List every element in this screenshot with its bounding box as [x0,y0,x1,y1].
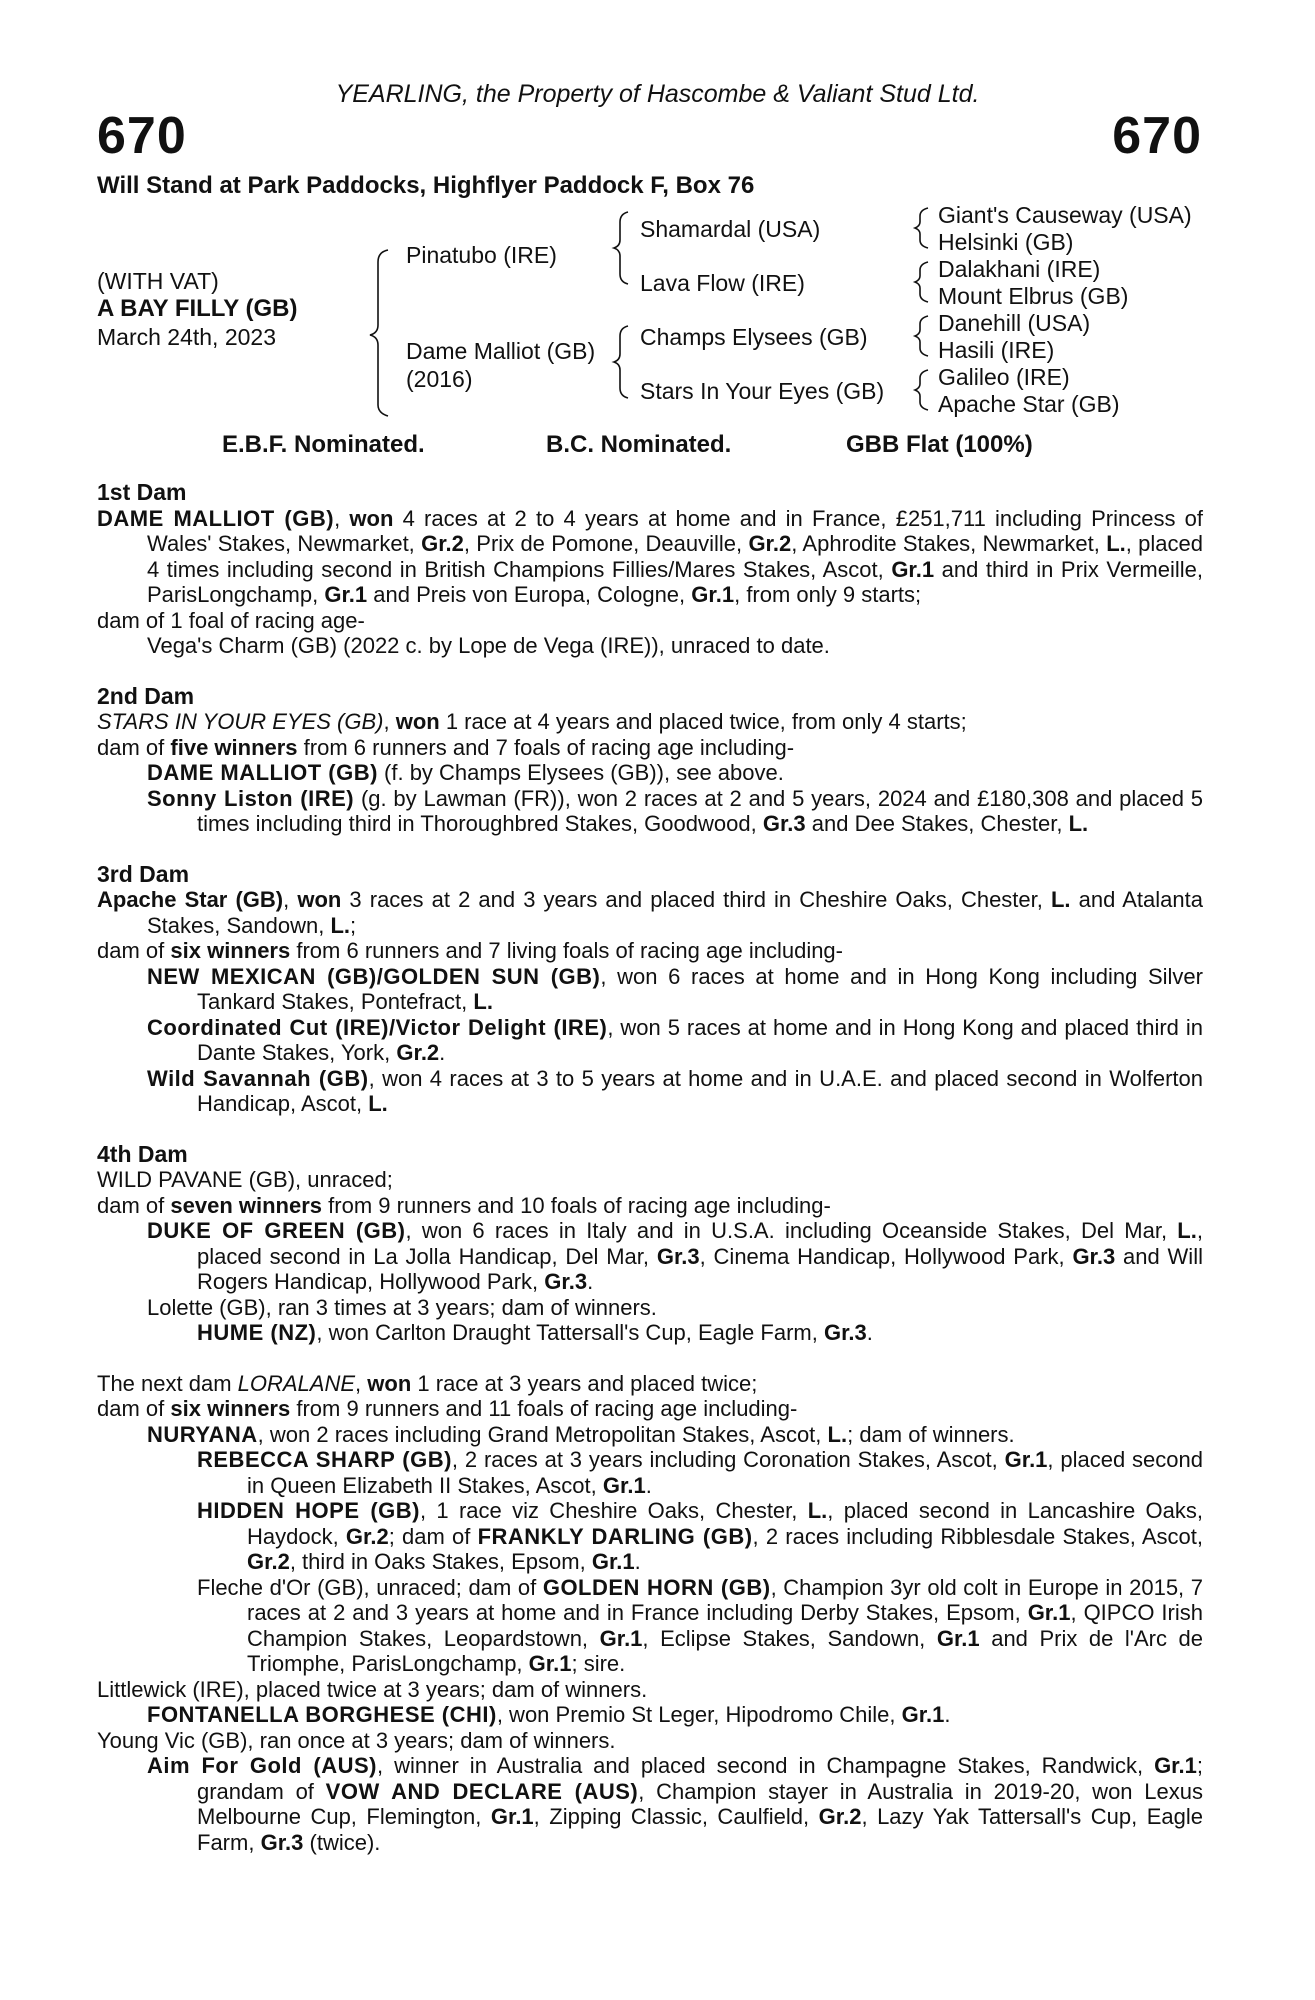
dam4-produce-1 [97,1218,1203,1295]
dam2-text: 1 race at 4 years and placed twice, from only 4 starts; [445,709,967,734]
produce-text: , third in Oaks Stakes, Epsom, [289,1549,586,1574]
produce-name: Wild Savannah (GB) [147,1065,369,1091]
produce-text: , won 4 races at 3 to 5 years at home and in U.A.E. and placed second in Wolferton Handicap, Ascot, [197,1065,1203,1116]
next-text: The next dam [97,1370,232,1396]
dam2-heading: 2nd Dam [97,682,195,709]
listed: L. [1177,1218,1197,1243]
dam2-text: from 6 runners and 7 foals of racing age including- [303,734,795,760]
lot-number-right: 670 [1112,107,1202,165]
grade: Gr.1 [1154,1753,1197,1778]
next-dam-record: The next dam LORALANE, won 1 race at 3 years and placed twice; [97,1370,758,1396]
pedigree-sdd: Mount Elbrus (GB) [938,283,1129,309]
produce-text: (f. by Champs Elysees (GB)), see above. [384,760,784,785]
next-dam-of [97,1396,1203,1422]
grade: Gr.3 [260,1829,304,1855]
produce-text: , QIPCO Irish Champion Stakes, Leopardstown, [247,1600,1203,1651]
gbb-flat: GBB Flat (100%) [846,431,1033,458]
grade: Gr.2 [345,1523,389,1549]
produce-name: DUKE OF GREEN (GB) [147,1218,406,1243]
dam1-text: , Aphrodite Stakes, Newmarket, [791,531,1100,556]
produce-text: , won Carlton Draught Tattersall's Cup, Eagle Farm, [316,1320,818,1345]
nuryana-entry [97,1422,1203,1448]
dam1-text: , Prix de Pomone, Deauville, [463,531,743,556]
produce-name: DAME MALLIOT (GB) [147,760,378,785]
grade: Gr.1 [602,1472,646,1498]
produce-name: Aim For Gold (AUS) [147,1753,378,1778]
bc-nomination: B.C. Nominated. [546,431,732,458]
produce-text: , 1 race viz Cheshire Oaks, Chester, [419,1498,798,1523]
listed: L. [473,989,493,1014]
produce-text: , won 5 races at home and in Hong Kong and placed third in Dante Stakes, York, [197,1014,1203,1065]
pedigree-dam-year: (2016) [406,366,473,392]
produce-name: Coordinated Cut (IRE)/Victor Delight (IRE) [147,1014,608,1040]
vat-note: (WITH VAT) [97,268,219,294]
next-won: won [367,1370,412,1396]
dam3-text: 3 races at 2 and 3 years and placed third in Cheshire Oaks, Chester, [349,887,1043,912]
dam2-winners: five winners [170,734,298,760]
produce-text: ; grandam of [197,1753,1203,1804]
dam3-record: Apache Star (GB), won 3 races at 2 and 3 years and placed third in Cheshire Oaks, Chester, L. and Atalanta Stakes, Sandown, L.; [97,887,1203,938]
pedigree-dss: Danehill (USA) [938,310,1091,336]
aim-for-gold-entry [97,1753,1203,1855]
produce-name: HUME (NZ) [197,1320,317,1345]
dam3-dam-of [97,938,1203,964]
produce-text: , won Premio St Leger, Hipodromo Chile, [496,1702,896,1727]
produce-name: VOW AND DECLARE (AUS) [325,1778,639,1804]
grade: Gr.2 [396,1040,440,1065]
listed: L. [1050,887,1071,912]
dam1-dam-of: dam of 1 foal of racing age- [97,607,365,633]
dam2-produce-1 [97,760,1203,786]
grade: Gr.3 [762,811,806,836]
produce-text: (twice). [309,1829,381,1855]
grade: Gr.1 [891,556,935,582]
pedigree-sss: Giant's Causeway (USA) [938,202,1192,228]
dam2-record: STARS IN YOUR EYES (GB), won 1 race at 4 years and placed twice, from only 4 starts; [97,709,967,734]
dam3-text: dam of [97,938,165,963]
dam3-winners: six winners [170,938,291,963]
catalogue-body [97,480,1203,1855]
produce-text: , won 6 races at home and in Hong Kong including Silver Tankard Stakes, Pontefract, [197,963,1203,1014]
dam3-produce-3 [97,1066,1203,1117]
produce-text: and Prix de l'Arc de Triomphe, ParisLongchamp, [247,1625,1203,1676]
grade: Gr.2 [818,1804,862,1829]
listed: L. [827,1421,848,1447]
listed: L. [1068,811,1089,836]
produce-text: . [587,1269,594,1294]
dam3-produce-2 [97,1015,1203,1066]
dam4-heading: 4th Dam [97,1140,188,1167]
produce-text: , won 6 races in Italy and in U.S.A. including Oceanside Stakes, Del Mar, [405,1218,1168,1243]
grade: Gr.3 [1072,1243,1116,1269]
dam4-text: from 9 runners and 10 foals of racing age including- [328,1192,831,1218]
dam4-produce-3 [97,1320,1203,1346]
dam1-record: DAME MALLIOT (GB), won 4 races at 2 to 4 years at home and in France, £251,711 including Princess of Wales' Stakes, Newmarket, Gr.2, Prix de Pomone, Deauville, Gr.2, Aphrodite Stakes, Newmarket, L., placed 4 times including second in British Champions Fillies/Mares Stakes, Ascot, Gr.1 and third in Prix Vermeille, ParisLongchamp, Gr.1 and Preis von Europa, Cologne, Gr.1, from only 9 starts; [97,505,1203,607]
produce-text: , 2 races at 3 years including Coronation Stakes, Ascot, [451,1447,998,1472]
dam1-text: 4 races at 2 to 4 years at home and in France, £251,711 including Princess of Wales' Stakes, Newmarket, [147,505,1203,556]
grade: Gr.1 [599,1625,643,1651]
dam4-winners: seven winners [170,1192,323,1218]
pedigree-ddd: Apache Star (GB) [938,391,1120,417]
dam3-heading: 3rd Dam [97,860,190,887]
produce-name: FONTANELLA BORGHESE (CHI) [147,1702,497,1727]
produce-name: REBECCA SHARP (GB) [197,1447,452,1472]
page-subtitle: YEARLING, the Property of Hascombe & Valiant Stud Ltd. [335,80,980,108]
produce-text: Fleche d'Or (GB), unraced; dam of [197,1574,537,1600]
produce-name: Sonny Liston (IRE) [147,785,355,811]
pedigree-sire: Pinatubo (IRE) [406,242,557,268]
produce-text: and Will Rogers Handicap, Hollywood Park, [197,1243,1203,1294]
fleche-dor-entry [97,1575,1203,1677]
dam4-record: WILD PAVANE (GB), unraced; [97,1167,393,1192]
produce-text: , Champion 3yr old colt in Europe in 2015, 7 races at 2 and 3 years at home and in France including Derby Stakes, Epsom, [247,1574,1203,1625]
grade: Gr.2 [421,531,464,556]
produce-text: , 2 races including Ribblesdale Stakes, Ascot, [752,1523,1203,1549]
grade: Gr.1 [528,1651,572,1676]
next-winners: six winners [170,1396,291,1421]
produce-text: ; dam of [388,1523,471,1549]
pedigree-sire-dam: Lava Flow (IRE) [640,270,805,296]
produce-name: FRANKLY DARLING (GB) [477,1523,753,1549]
grade: Gr.1 [936,1625,980,1651]
produce-text: ; sire. [571,1651,626,1676]
dam3-text: ; [350,912,357,938]
grade: Gr.3 [544,1269,588,1294]
dam1-text: and third in Prix Vermeille, ParisLongchamp, [147,556,1203,607]
stand-location: Will Stand at Park Paddocks, Highflyer Paddock F, Box 76 [97,172,755,199]
pedigree-dsd: Hasili (IRE) [938,337,1055,363]
dam2-won: won [395,709,440,734]
dam2-text: dam of [97,734,165,760]
next-text: dam of [97,1396,165,1421]
littlewick-entry: Littlewick (IRE), placed twice at 3 years; dam of winners. [97,1676,648,1702]
produce-text: , Cinema Handicap, Hollywood Park, [699,1243,1065,1269]
dam4-produce-2: Lolette (GB), ran 3 times at 3 years; dam of winners. [147,1294,657,1320]
dam4-dam-of [97,1193,1203,1219]
grade: Gr.2 [748,531,792,556]
lot-number-left: 670 [97,107,187,165]
dam1-name: DAME MALLIOT (GB) [97,505,335,531]
produce-text: ; dam of winners. [847,1421,1015,1447]
produce-text: . [634,1549,641,1574]
pedigree-dam: Dame Malliot (GB) [406,338,596,364]
grade: Gr.2 [247,1549,290,1574]
grade: Gr.1 [1004,1447,1048,1472]
produce-name: GOLDEN HORN (GB) [542,1574,771,1600]
listed: L. [368,1091,388,1116]
horse-name: A BAY FILLY (GB) [97,295,298,322]
dam1-won: won [349,505,394,531]
listed: L. [330,912,351,938]
grade: Gr.1 [1027,1600,1071,1625]
fontanella-entry [97,1702,1203,1728]
produce-text: . [944,1702,951,1727]
young-vic-entry: Young Vic (GB), ran once at 3 years; dam of winners. [97,1727,616,1753]
pedigree-dam-dam: Stars In Your Eyes (GB) [640,378,885,404]
hidden-hope-entry [97,1498,1203,1575]
ebf-nomination: E.B.F. Nominated. [222,431,425,458]
dam2-dam-of [97,735,1203,761]
grade: Gr.1 [324,582,368,607]
produce-name: HIDDEN HOPE (GB) [197,1498,420,1523]
grade: Gr.1 [490,1804,534,1829]
pedigree-ssd: Helsinki (GB) [938,229,1074,255]
pedigree-dds: Galileo (IRE) [938,364,1070,390]
produce-text: and Dee Stakes, Chester, [811,811,1063,836]
produce-text: . [645,1472,652,1498]
grade: Gr.3 [656,1243,700,1269]
produce-text: , winner in Australia and placed second in Champagne Stakes, Randwick, [377,1753,1144,1778]
dam2-produce-2 [97,786,1203,837]
dam3-name: Apache Star (GB) [97,887,284,912]
next-text: 1 race at 3 years and placed twice; [417,1370,758,1396]
listed: L. [1106,531,1126,556]
produce-text: , Zipping Classic, Caulfield, [533,1804,810,1829]
produce-name: NEW MEXICAN (GB)/GOLDEN SUN (GB) [147,963,601,989]
dam1-text: , from only 9 starts; [734,582,922,607]
next-dam-name: LORALANE [237,1370,356,1396]
produce-text: . [439,1040,446,1065]
grade: Gr.1 [901,1702,945,1727]
next-text: from 9 runners and 11 foals of racing age including- [296,1396,798,1421]
produce-text: , Champion stayer in Australia in 2019-20, won Lexus Melbourne Cup, Flemington, [197,1778,1203,1829]
pedigree-sire-sire: Shamardal (USA) [640,216,821,242]
rebecca-sharp-entry [97,1447,1203,1498]
grade: Gr.1 [691,582,735,607]
pedigree-sds: Dalakhani (IRE) [938,256,1101,282]
dam4-text: dam of [97,1192,165,1218]
produce-text: , placed second in Queen Elizabeth II Stakes, Ascot, [247,1447,1203,1498]
dam1-text: and Preis von Europa, Cologne, [373,582,686,607]
grade: Gr.3 [823,1320,867,1345]
foaling-date: March 24th, 2023 [97,324,277,350]
produce-text: , Eclipse Stakes, Sandown, [642,1625,926,1651]
dam1-foal: Vega's Charm (GB) (2022 c. by Lope de Vega (IRE)), unraced to date. [147,633,830,658]
produce-text: , Lazy Yak Tattersall's Cup, Eagle Farm, [197,1804,1203,1855]
dam1-heading: 1st Dam [97,479,187,505]
dam3-produce-1 [97,964,1203,1015]
dam3-text: and Atalanta Stakes, Sandown, [147,887,1203,938]
produce-text: . [866,1320,873,1345]
dam2-name: STARS IN YOUR EYES (GB) [97,709,384,734]
dam3-won: won [297,887,342,912]
produce-text: , placed second in La Jolla Handicap, Del Mar, [197,1218,1203,1269]
dam1-text: , placed 4 times including second in British Champions Fillies/Mares Stakes, Ascot, [147,531,1203,582]
dam3-text: from 6 runners and 7 living foals of racing age including- [296,938,843,963]
produce-text: , placed second in Lancashire Oaks, Haydock, [247,1498,1203,1549]
produce-name: NURYANA [147,1421,258,1447]
pedigree-dam-sire: Champs Elysees (GB) [640,324,868,350]
listed: L. [807,1498,828,1523]
produce-text: , won 2 races including Grand Metropolitan Stakes, Ascot, [257,1421,822,1447]
produce-text: (g. by Lawman (FR)), won 2 races at 2 and 5 years, 2024 and £180,308 and placed 5 times including third in Thoroughbred Stakes, Goodwood, [197,785,1203,836]
grade: Gr.1 [591,1549,635,1574]
